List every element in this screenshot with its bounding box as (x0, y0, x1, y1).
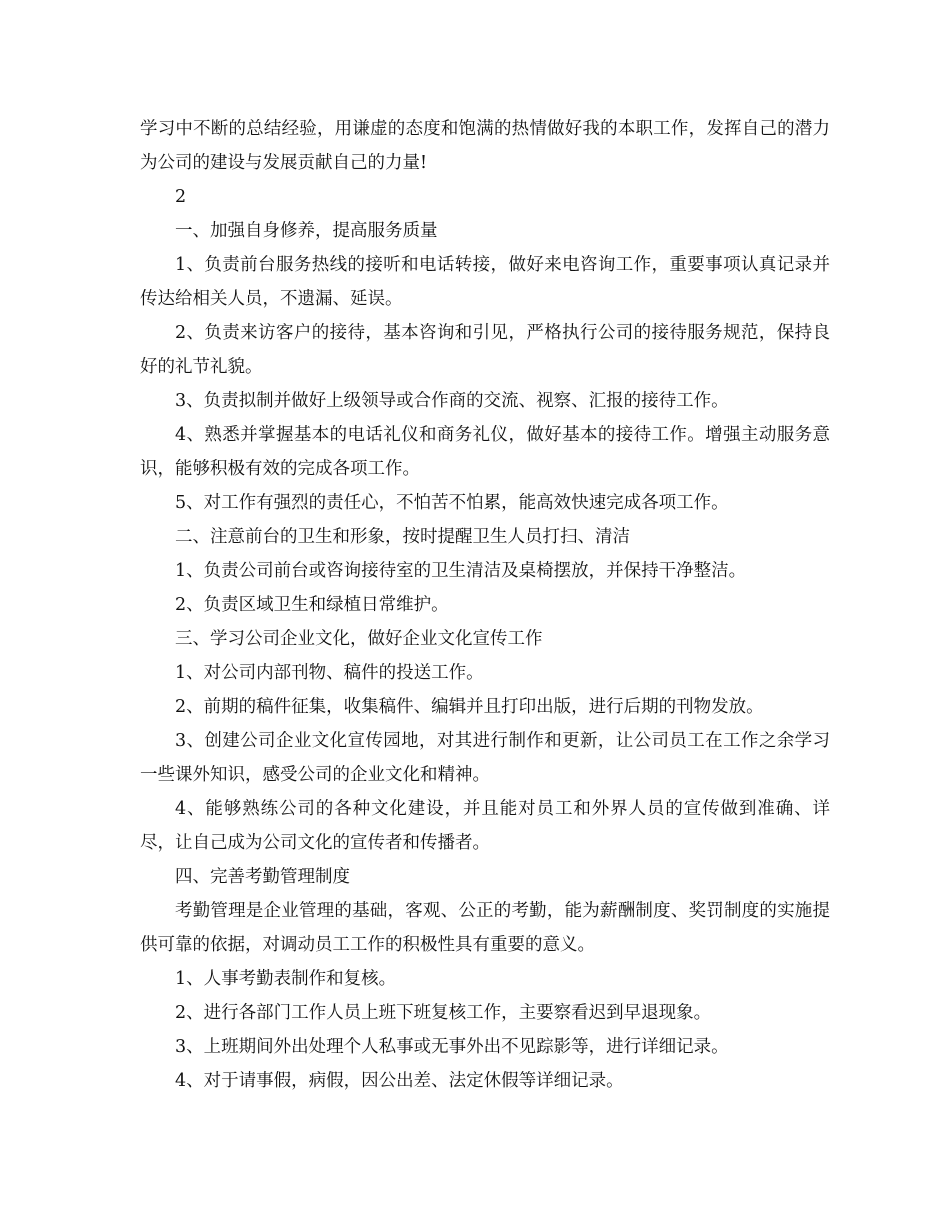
list-item: 4、能够熟练公司的各种文化建设，并且能对员工和外界人员的宣传做到准确、详尽，让自己成为公司文化的宣传者和传播者。 (140, 799, 830, 853)
list-item: 1、人事考勤表制作和复核。 (175, 969, 397, 989)
list-item: 1、负责前台服务热线的接听和电话转接，做好来电咨询工作，重要事项认真记录并传达给相关人员，不遗漏、延误。 (140, 255, 830, 309)
list-item: 2、前期的稿件征集，收集稿件、编辑并且打印出版，进行后期的刊物发放。 (175, 697, 764, 717)
list-item: 3、创建公司企业文化宣传园地，对其进行制作和更新，让公司员工在工作之余学习一些课外知识，感受公司的企业文化和精神。 (140, 731, 830, 785)
list-item: 1、负责公司前台或咨询接待室的卫生清洁及桌椅摆放，并保持干净整洁。 (175, 561, 747, 581)
list-item: 2、进行各部门工作人员上班下班复核工作，主要察看迟到早退现象。 (175, 1003, 712, 1023)
list-item: 1、对公司内部刊物、稿件的投送工作。 (175, 663, 484, 683)
list-item: 2、负责来访客户的接待，基本咨询和引见，严格执行公司的接待服务规范，保持良好的礼节礼貌。 (140, 323, 830, 377)
list-item: 3、负责拟制并做好上级领导或合作商的交流、视察、汇报的接待工作。 (175, 391, 729, 411)
list-item: 4、对于请事假，病假，因公出差、法定休假等详细记录。 (175, 1071, 624, 1091)
heading-section-4: 四、完善考勤管理制度 (175, 867, 350, 887)
list-item: 4、熟悉并掌握基本的电话礼仪和商务礼仪，做好基本的接待工作。增强主动服务意识，能够积极有效的完成各项工作。 (140, 425, 830, 479)
section-number: 2 (175, 187, 187, 207)
list-item: 5、对工作有强烈的责任心，不怕苦不怕累，能高效快速完成各项工作。 (175, 493, 729, 513)
body-paragraph: 考勤管理是企业管理的基础，客观、公正的考勤，能为薪酬制度、奖罚制度的实施提供可靠的依据，对调动员工工作的积极性具有重要的意义。 (140, 901, 830, 955)
list-item: 3、上班期间外出处理个人私事或无事外出不见踪影等，进行详细记录。 (175, 1037, 729, 1057)
paragraph-intro-continued: 学习中不断的总结经验，用谦虚的态度和饱满的热情做好我的本职工作，发挥自己的潜力为公司的建设与发展贡献自己的力量! (140, 119, 830, 173)
list-item: 2、负责区域卫生和绿植日常维护。 (175, 595, 449, 615)
heading-section-3: 三、学习公司企业文化，做好企业文化宣传工作 (175, 629, 543, 649)
heading-section-2: 二、注意前台的卫生和形象，按时提醒卫生人员打扫、清洁 (175, 527, 630, 547)
heading-section-1: 一、加强自身修养，提高服务质量 (175, 221, 438, 241)
document-body (140, 112, 830, 1098)
